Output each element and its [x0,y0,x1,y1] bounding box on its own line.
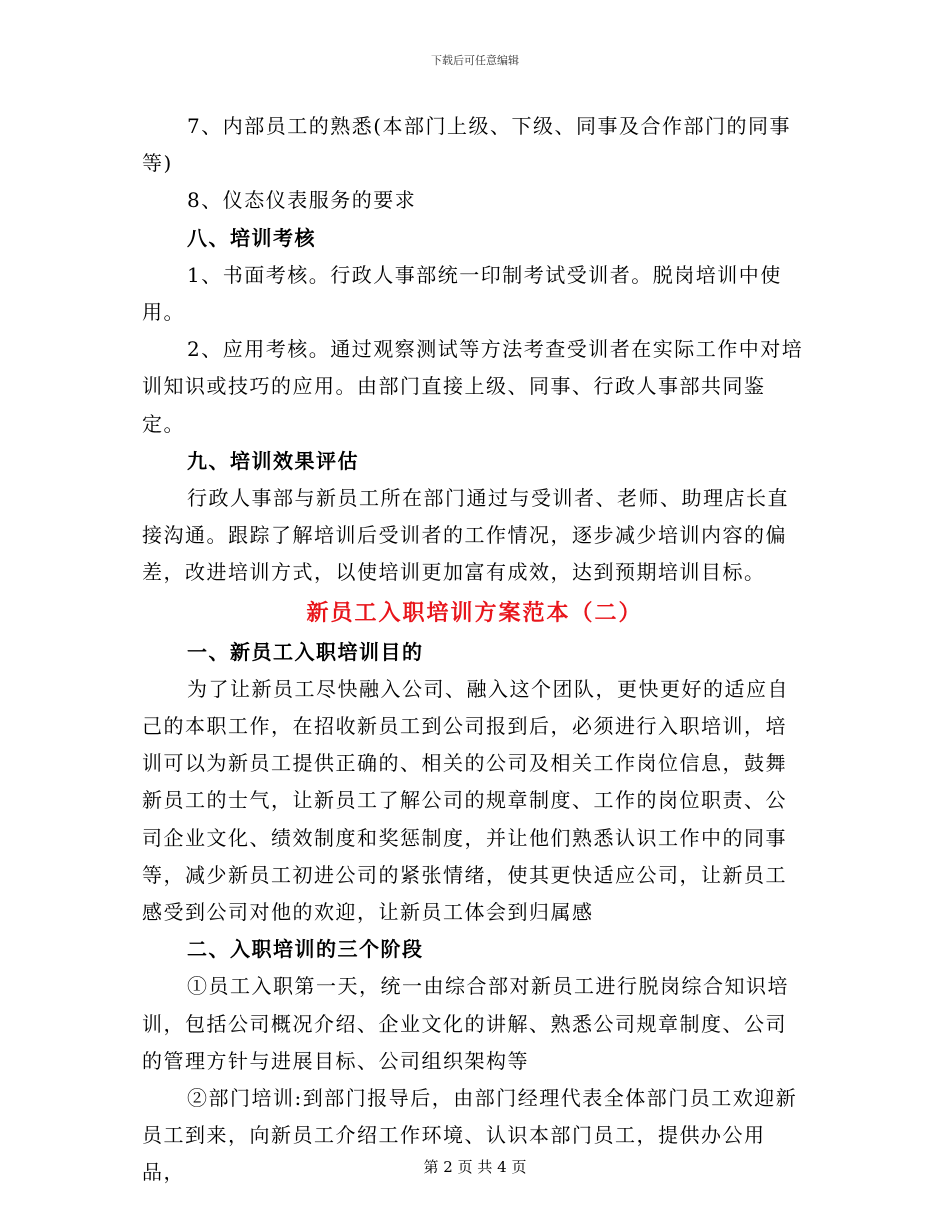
heading-training-assessment: 八、培训考核 [187,225,316,250]
paragraph-stage-1: ①员工入职第一天，统一由综合部对新员工进行脱岗综合知识培训，包括公司概况介绍、企业文化的讲解、熟悉公司规章制度、公司的管理方针与进展目标、公司组织架构等 [142,974,789,1073]
section-title: 新员工入职培训方案范本（二） [306,599,643,626]
page-header: 下载后可任意编辑 [431,54,519,67]
paragraph-stage-2: ②部门培训:到部门报导后，由部门经理代表全体部门员工欢迎新员工到来，向新员工介绍工作环境、认识本部门员工，提供办公用品， [142,1086,798,1185]
paragraph-written-assessment: 1、书面考核。行政人事部统一印制考试受训者。脱岗培训中使用。 [142,262,782,325]
paragraph-purpose: 为了让新员工尽快融入公司、融入这个团队，更快更好的适应自己的本职工作，在招收新员工到公司报到后，必须进行入职培训，培训可以为新员工提供正确的、相关的公司及相关工作岗位信息，鼓舞新员工的士气，让新员工了解公司的规章制度、工作的岗位职责、公司企业文化、绩效制度和奖惩制度，并让他们熟悉认识工作中的同事等，减少新员工初进公司的紧张情绪，使其更快适应公司，让新员工感受到公司对他的欢迎，让新员工体会到归属感 [142,676,789,925]
heading-training-purpose: 一、新员工入职培训目的 [187,639,424,664]
paragraph-evaluation: 行政人事部与新员工所在部门通过与受训者、老师、助理店长直接沟通。跟踪了解培训后受训者的工作情况，逐步减少培训内容的偏差，改进培训方式，以使培训更加富有成效，达到预期培训目标。 [142,486,789,585]
paragraph-applied-assessment: 2、应用考核。通过观察测试等方法考查受训者在实际工作中对培训知识或技巧的应用。由部门直接上级、同事、行政人事部共同鉴定。 [142,337,804,436]
heading-three-stages: 二、入职培训的三个阶段 [187,937,424,962]
paragraph-item-7: 7、内部员工的熟悉(本部门上级、下级、同事及合作部门的同事等) [142,114,792,176]
paragraph-item-8: 8、仪态仪表服务的要求 [187,188,417,213]
document-body [142,108,807,1192]
page-footer: 第 2 页 共 4 页 [423,1158,527,1176]
heading-effect-evaluation: 九、培训效果评估 [187,448,359,473]
